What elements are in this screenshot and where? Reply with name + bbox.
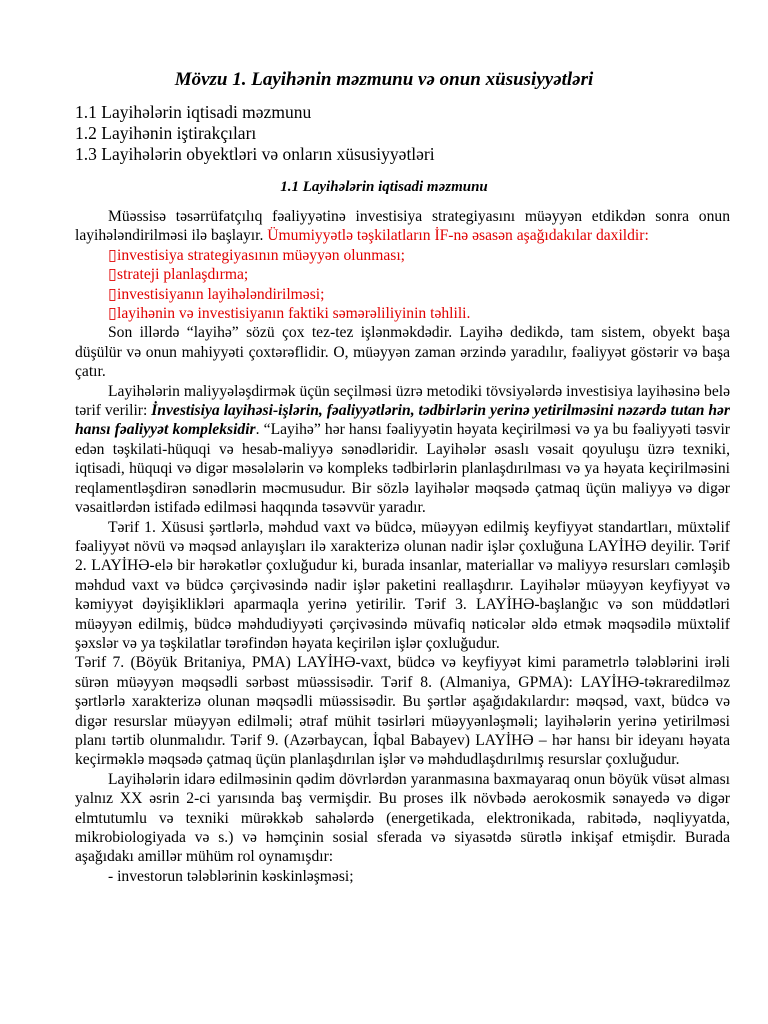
toc-item: 1.2 Layihənin iştirakçıları [75,123,257,143]
list-item: - investorun tələblərinin kəskinləşməsi; [108,867,354,885]
paragraph: Tərif 7. (Böyük Britaniya, PMA) LAYİHƏ-vaxt, büdcə və keyfiyyət kimi parametrlə tələblərini irəli sürən müəyyən məqsədli sərbəst müəssisədir. Tərif 8. (Almaniya, GPMA): LAYİHƏ-təkraredilməz şərtlərlə xarakterizə olunan məqsədli müəssisədir. Bu şərtlər aşağıdakılardır: məqsəd, vaxt, büdcə və digər resurslar müəyyən edilməli; ətraf mühit təsirləri müəyyənləşməli; layihələrin yerinə yetirilməsi planı tərtib olunmalıdır. Tərif 9. (Azərbaycan, İqbal Babayev) LAYİHƏ – hər hansı bir ideyanı həyata keçirməklə məqsədə çatmaq üçün planlaşdırılan işlər və məhdudlaşdırılmış resurslar çoxluğudur. [75,654,730,769]
paragraph: Tərif 1. Xüsusi şərtlərlə, məhdud vaxt və büdcə, müəyyən edilmiş keyfiyyət standartları, müxtəlif fəaliyyət növü və məqsəd anlayışları ilə xarakterizə olunan nadir işlər çoxluğuna LAYİHƏ deyilir. Tərif 2. LAYİHƏ-elə bir hərəkətlər çoxluğudur ki, burada insanlar, materiallar və maliyyə resursları cəmləşib məhdud vaxt və büdcə çərçivəsində nadir işlər paketini reallaşdırır. Layihələr müəyyən keyfiyyət və kəmiyyət dəyişiklikləri aparmaqla yerinə yetirilir. Tərif 3. LAYİHƏ-başlanğıc və son müddətləri müəyyən edilmiş, büdcə məhdudiyyəti çərçivəsində müvafiq nəticələr əldə etmək məqsədilə müxtəlif şəxslər və ya təşkilatlar tərəfindən həyata keçirilən işlər çoxluğudur. [75,518,730,652]
document-title: Mövzu 1. Layihənin məzmunu və onun xüsusiyyətləri [174,69,594,90]
paragraph-text: . “Layihə” hər hansı fəaliyyətin həyata keçirilməsi və ya bu fəaliyyəti təsvir edən təşkilati-hüquqi və hesab-maliyyə sənədləridir. Layihələr əsaslı vəsait qoyuluşu üzrə texniki, iqtisadi, hüquqi və digər məsələlərin və kompleks tədbirlərin planlaşdırılması və ya həyata keçirilməsini reqlamentləşdirən sənədlərin məcmusudur. Bir sözlə layihələr məqsədə çatmaq üçün maliyyə və digər vəsaitlərdən istifadə edilməsi haqqında təsəvvür yaradır. [75,421,730,517]
list-item-text: layihənin və investisiyanın faktiki səmərəliliyinin təhlili. [117,305,471,323]
toc-item: 1.1 Layihələrin iqtisadi məzmunu [75,102,312,122]
list-item-text: investisiyanın layihələndirilməsi; [117,285,325,303]
list-item [75,246,730,265]
list-item [75,285,730,304]
highlighted-text: Ümumiyyətlə təşkilatların İF-nə əsasən aşağıdakılar daxildir: [267,227,649,245]
toc-item: 1.3 Layihələrin obyektləri və onların xüsusiyyətləri [75,144,435,164]
paragraph: Layihələrin idarə edilməsinin qədim dövrlərdən yaranmasına baxmayaraq onun böyük vüsət alması yalnız XX əsrin 2-ci yarısında baş vermişdir. Bu proses ilk növbədə aerokosmik sənayedə və digər elmtutumlu və texniki mürəkkəb sahələrdə (energetikada, elektronikada, rabitədə, nəqliyyatda, mikrobiologiyada və s.) və həmçinin sosial sferada və siyasətdə sürətlə inkişaf etmişdir. Burada aşağıdakı amillər mühüm rol oynamışdır: [75,770,730,866]
bullet-icon: ▯ [108,305,117,323]
list-item [75,304,730,323]
definition-text: İnvestisiya layihəsi-işlərin, fəaliyyətlərin, tədbirlərin yerinə yetirilməsini nəzərdə tutan hər hansı fəaliyyət kompleksidir [75,402,731,439]
paragraph-text: Müəssisə təsərrüfatçılıq fəaliyyətinə investisiya strategiyasını müəyyən etdikdən sonra onun layihələndirilməsi ilə başlayır. [75,208,730,245]
paragraph: Son illərdə “layihə” sözü çox tez-tez işlənməkdədir. Layihə dedikdə, tam sistem, obyekt başa düşülür və onun mahiyyəti çoxtərəflidir. O, müəyyən zaman ərzində yaradılır, fəaliyyət göstərir və başa çatır. [75,324,730,381]
section-title: 1.1 Layihələrin iqtisadi məzmunu [280,179,488,195]
list-item-text: strateji planlaşdırma; [117,266,249,284]
list-item-text: investisiya strategiyasının müəyyən olunması; [117,246,406,264]
bullet-icon: ▯ [108,246,117,264]
table-of-contents [75,102,435,165]
bullet-list [75,246,730,324]
paragraph [75,207,730,246]
paragraph [75,382,730,518]
bullet-icon: ▯ [108,266,117,284]
list-item [75,265,730,284]
document-body [75,207,730,886]
bullet-icon: ▯ [108,285,117,303]
paragraph-text: Layihələrin maliyyələşdirmək üçün seçilməsi üzrə metodiki tövsiyələrdə investisiya layihəsinə belə tərif verilir: [75,382,730,420]
